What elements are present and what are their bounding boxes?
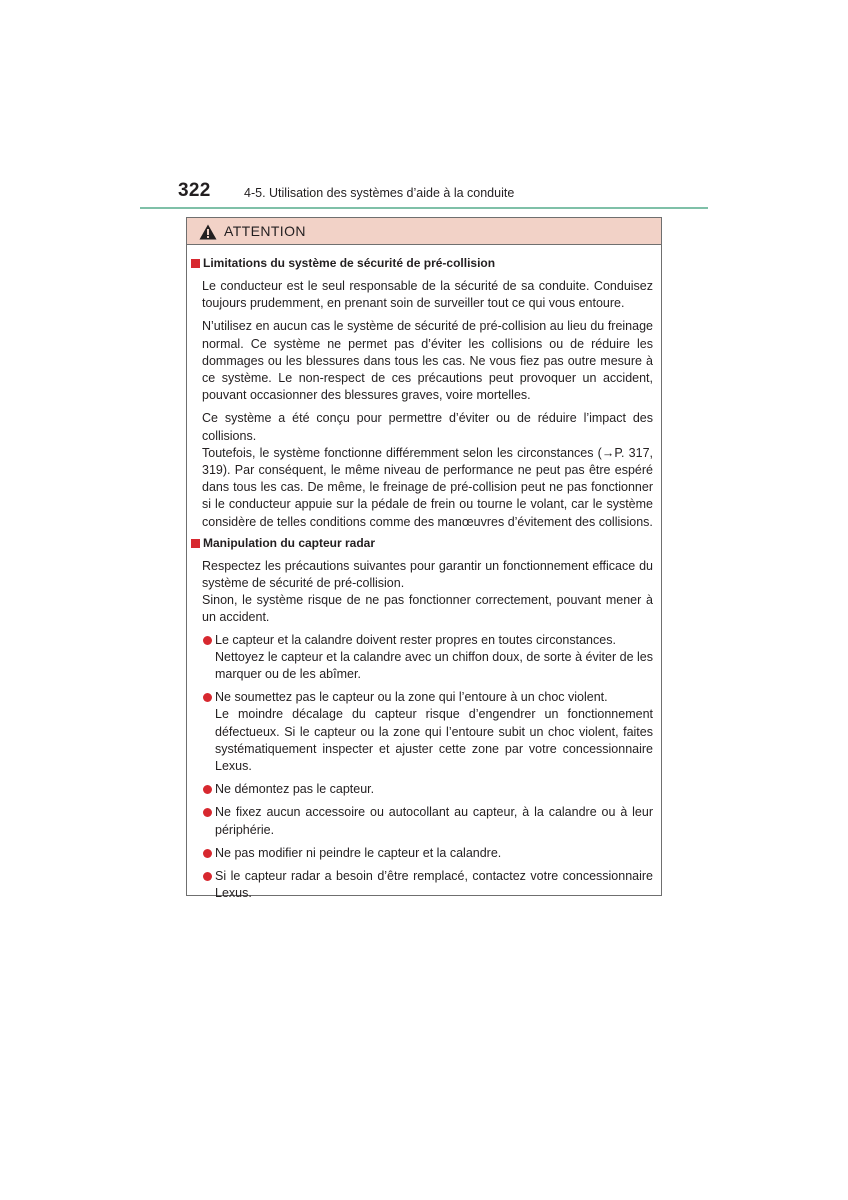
- warning-title: ATTENTION: [224, 223, 306, 239]
- section-limitations: [187, 255, 661, 531]
- warning-header: [187, 218, 661, 245]
- list-item-text: Ne fixez aucun accessoire ou autocollant au capteur, à la calandre ou à leur périphérie.: [215, 805, 653, 837]
- bullet-icon: [203, 872, 212, 881]
- list-item: [201, 781, 653, 798]
- paragraph: N’utilisez en aucun cas le système de sécurité de pré-collision au lieu du freinage normal. Ce système ne permet pas d’éviter les collisions ou de réduire les dommages ou les blessures dans tous les cas. Ne vous fiez pas outre mesure à ce système. Le non-respect de ces précautions peut provoquer un accident, pouvant occasionner des blessures graves, voire mortelles.: [202, 319, 653, 403]
- page-number: 322: [178, 180, 211, 201]
- list-item: [201, 689, 653, 775]
- paragraph: Ce système a été conçu pour permettre d’éviter ou de réduire l’impact des collisions.: [202, 411, 653, 443]
- list-item-text: Si le capteur radar a besoin d’être remplacé, contactez votre concessionnaire Lexus.: [215, 869, 653, 901]
- list-item-detail: Le moindre décalage du capteur risque d’engendrer un fonctionnement défectueux. Si le capteur ou la zone qui l’entoure subit un choc violent, faites systématiquement inspecter et ajuster cette zone par votre concessionnaire Lexus.: [215, 707, 653, 774]
- paragraph: Respectez les précautions suivantes pour garantir un fonctionnement efficace du système de sécurité de pré-collision.: [202, 558, 653, 591]
- list-item-text: Ne pas modifier ni peindre le capteur et la calandre.: [215, 845, 502, 860]
- list-item-text: Ne démontez pas le capteur.: [215, 782, 375, 797]
- list-item: [201, 845, 653, 862]
- section-heading: Manipulation du capteur radar: [187, 535, 661, 552]
- list-item: [201, 632, 653, 684]
- bullet-icon: [203, 808, 212, 817]
- list-item-text: Ne soumettez pas le capteur ou la zone qui l’entoure à un choc violent.: [215, 690, 608, 705]
- warning-box: [186, 217, 662, 901]
- section-radar-sensor: [187, 535, 661, 903]
- bullet-icon: [203, 693, 212, 702]
- warning-content: [187, 245, 661, 903]
- precautions-list: [201, 632, 653, 903]
- paragraph: Le conducteur est le seul responsable de la sécurité de sa conduite. Conduisez toujours prudemment, en prenant soin de surveiller tout ce qui vous entoure.: [202, 279, 653, 311]
- bullet-icon: [203, 636, 212, 645]
- section-title: 4-5. Utilisation des systèmes d’aide à la conduite: [244, 186, 515, 200]
- list-item: [201, 868, 653, 902]
- bullet-icon: [203, 849, 212, 858]
- page-header: [178, 180, 708, 210]
- section-heading: Limitations du système de sécurité de pré-collision: [187, 255, 661, 272]
- list-item-text: Le capteur et la calandre doivent rester propres en toutes circonstances.: [215, 632, 616, 647]
- list-item: [201, 804, 653, 838]
- bullet-icon: [203, 785, 212, 794]
- paragraph: Toutefois, le système fonctionne différemment selon les circonstances (→P. 317, 319). Par conséquent, le même niveau de performance ne peut pas être espéré dans tous les cas. De même, le freinage de pré-collision peut ne pas fonctionner si le conducteur appuie sur la pédale de frein ou tourne le volant, car le système considère de telles conditions comme des manœuvres d’évitement des collisions.: [202, 445, 653, 529]
- paragraph: Sinon, le système risque de ne pas fonctionner correctement, pouvant mener à un accident.: [202, 593, 653, 625]
- list-item-detail: Nettoyez le capteur et la calandre avec un chiffon doux, de sorte à éviter de les marquer ou de les abîmer.: [215, 649, 653, 682]
- warning-triangle-icon: [199, 224, 217, 240]
- header-divider: [140, 207, 708, 209]
